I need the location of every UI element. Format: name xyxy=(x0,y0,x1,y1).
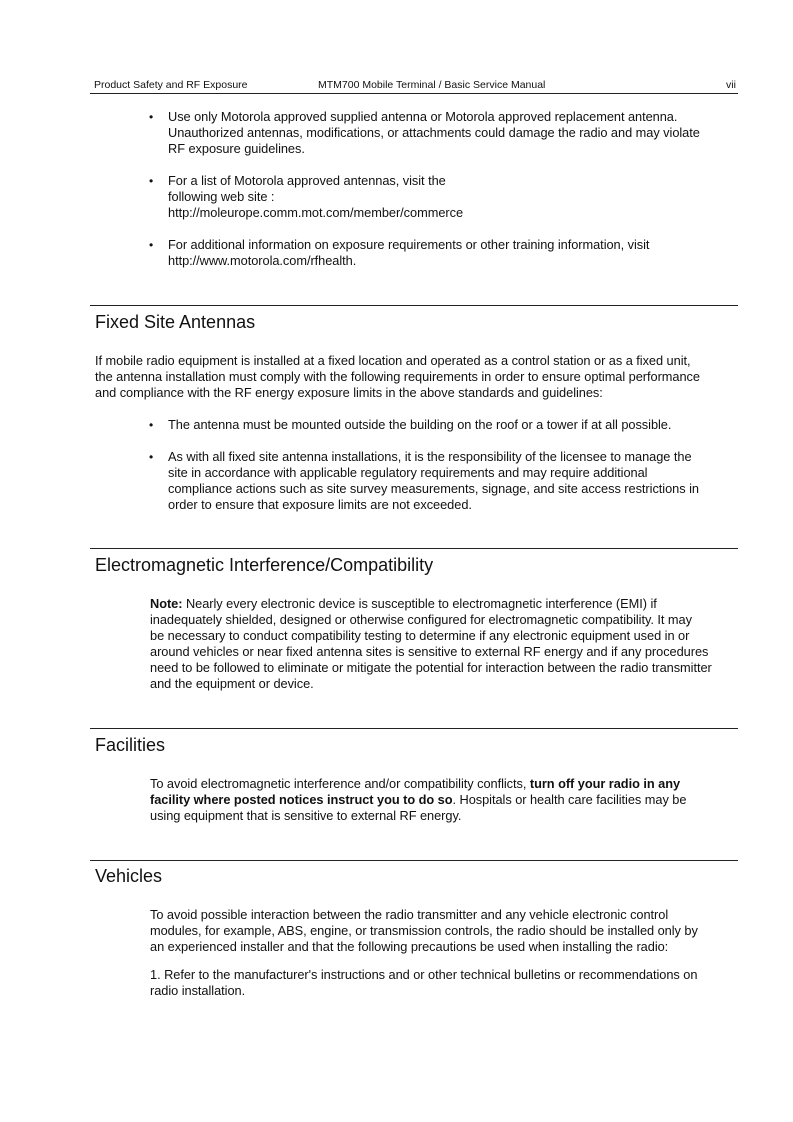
text-segment: The antenna must be mounted outside the building on the roof or a tower if at all possible. xyxy=(168,417,672,432)
text-line xyxy=(150,644,708,660)
section-divider xyxy=(90,860,738,861)
text-line xyxy=(150,612,692,628)
text-line xyxy=(150,907,668,923)
text-line xyxy=(168,497,472,513)
text-segment: radio installation. xyxy=(150,983,246,998)
text-segment: around vehicles or near fixed antenna sites is sensitive to external RF energy and if any procedures xyxy=(150,644,709,659)
text-line xyxy=(150,939,668,955)
text-line xyxy=(168,449,692,465)
text-segment: RF exposure guidelines. xyxy=(168,141,305,156)
text-segment: http://www.motorola.com/rfhealth. xyxy=(168,253,357,268)
text-segment: As with all fixed site antenna installations, it is the responsibility of the licensee to manage the xyxy=(168,449,692,464)
text-line xyxy=(150,923,698,939)
text-line xyxy=(168,465,647,481)
text-segment: order to ensure that exposure limits are not exceeded. xyxy=(168,497,472,512)
text-segment: For a list of Motorola approved antennas, visit the xyxy=(168,173,446,188)
section-heading: Fixed Site Antennas xyxy=(95,312,256,332)
text-line xyxy=(168,125,700,141)
section-divider xyxy=(90,548,738,549)
bold-text: turn off your radio in any xyxy=(529,776,681,791)
text-segment: and the equipment or device. xyxy=(150,676,314,691)
bullet-icon: • xyxy=(149,450,154,464)
text-line xyxy=(95,369,700,385)
text-segment: and compliance with the RF energy exposure limits in the above standards and guidelines: xyxy=(95,385,603,400)
text-line xyxy=(95,385,603,401)
text-segment: compliance actions such as site survey measurements, signage, and site access restrictions in xyxy=(168,481,699,496)
text-segment: To avoid possible interaction between the radio transmitter and any vehicle electronic control xyxy=(150,907,669,922)
text-segment: using equipment that is sensitive to external RF energy. xyxy=(150,808,462,823)
text-segment: Nearly every electronic device is susceptible to electromagnetic interference (EMI) if xyxy=(182,596,657,611)
text-line xyxy=(150,967,697,983)
text-line xyxy=(168,417,671,433)
text-segment: an experienced installer and that the following precautions be used when installing the radio: xyxy=(150,939,669,954)
header-section-title: Product Safety and RF Exposure xyxy=(94,79,248,91)
text-line xyxy=(95,353,691,369)
text-segment: If mobile radio equipment is installed at a fixed location and operated as a control station or as a fixed unit, xyxy=(95,353,691,368)
text-segment: Unauthorized antennas, modifications, or attachments could damage the radio and may violate xyxy=(168,125,700,140)
text-line xyxy=(150,808,461,824)
text-line xyxy=(150,776,680,792)
text-segment: . Hospitals or health care facilities may be xyxy=(452,792,687,807)
text-line xyxy=(150,792,686,808)
text-segment: site in accordance with applicable regulatory requirements and may require additional xyxy=(168,465,648,480)
text-line xyxy=(150,596,657,612)
text-segment: Use only Motorola approved supplied antenna or Motorola approved replacement antenna. xyxy=(168,109,678,124)
section-heading: Electromagnetic Interference/Compatibility xyxy=(95,555,434,575)
text-line xyxy=(168,189,274,205)
text-segment: To avoid electromagnetic interference and/or compatibility conflicts, xyxy=(150,776,530,791)
text-line xyxy=(150,660,712,676)
text-segment: following web site : xyxy=(168,189,275,204)
text-line xyxy=(168,141,305,157)
bold-text: Note: xyxy=(150,596,183,611)
text-segment: For additional information on exposure requirements or other training information, visit xyxy=(168,237,650,252)
header-divider xyxy=(90,93,738,94)
text-segment: need to be followed to eliminate or mitigate the potential for interaction between the radio transmitter xyxy=(150,660,712,675)
text-line xyxy=(168,253,356,269)
text-line xyxy=(150,676,314,692)
text-line xyxy=(168,173,446,189)
text-segment: modules, for example, ABS, engine, or transmission controls, the radio should be installed only by xyxy=(150,923,698,938)
text-segment: http://moleurope.comm.mot.com/member/commerce xyxy=(168,205,464,220)
section-heading: Facilities xyxy=(95,735,166,755)
section-divider xyxy=(90,728,738,729)
header-manual-title: MTM700 Mobile Terminal / Basic Service Manual xyxy=(318,79,546,91)
text-line xyxy=(168,205,463,221)
text-line xyxy=(150,983,245,999)
text-line xyxy=(168,237,649,253)
text-line xyxy=(168,481,699,497)
section-heading: Vehicles xyxy=(95,866,163,886)
bullet-icon: • xyxy=(149,174,154,188)
text-segment: be necessary to conduct compatibility testing to determine if any electronic equipment used in or xyxy=(150,628,690,643)
bullet-icon: • xyxy=(149,110,154,124)
text-line xyxy=(150,628,689,644)
section-divider xyxy=(90,305,738,306)
text-line xyxy=(168,109,677,125)
bold-text: facility where posted notices instruct you to do so xyxy=(150,792,453,807)
bullet-icon: • xyxy=(149,238,154,252)
text-segment: the antenna installation must comply with the following requirements in order to ensure optimal performance xyxy=(95,369,700,384)
text-segment: 1. Refer to the manufacturer's instructions and or other technical bulletins or recommendations on xyxy=(150,967,698,982)
header-page-number: vii xyxy=(726,79,736,91)
text-segment: inadequately shielded, designed or otherwise configured for electromagnetic compatibility. It may xyxy=(150,612,692,627)
bullet-icon: • xyxy=(149,418,154,432)
